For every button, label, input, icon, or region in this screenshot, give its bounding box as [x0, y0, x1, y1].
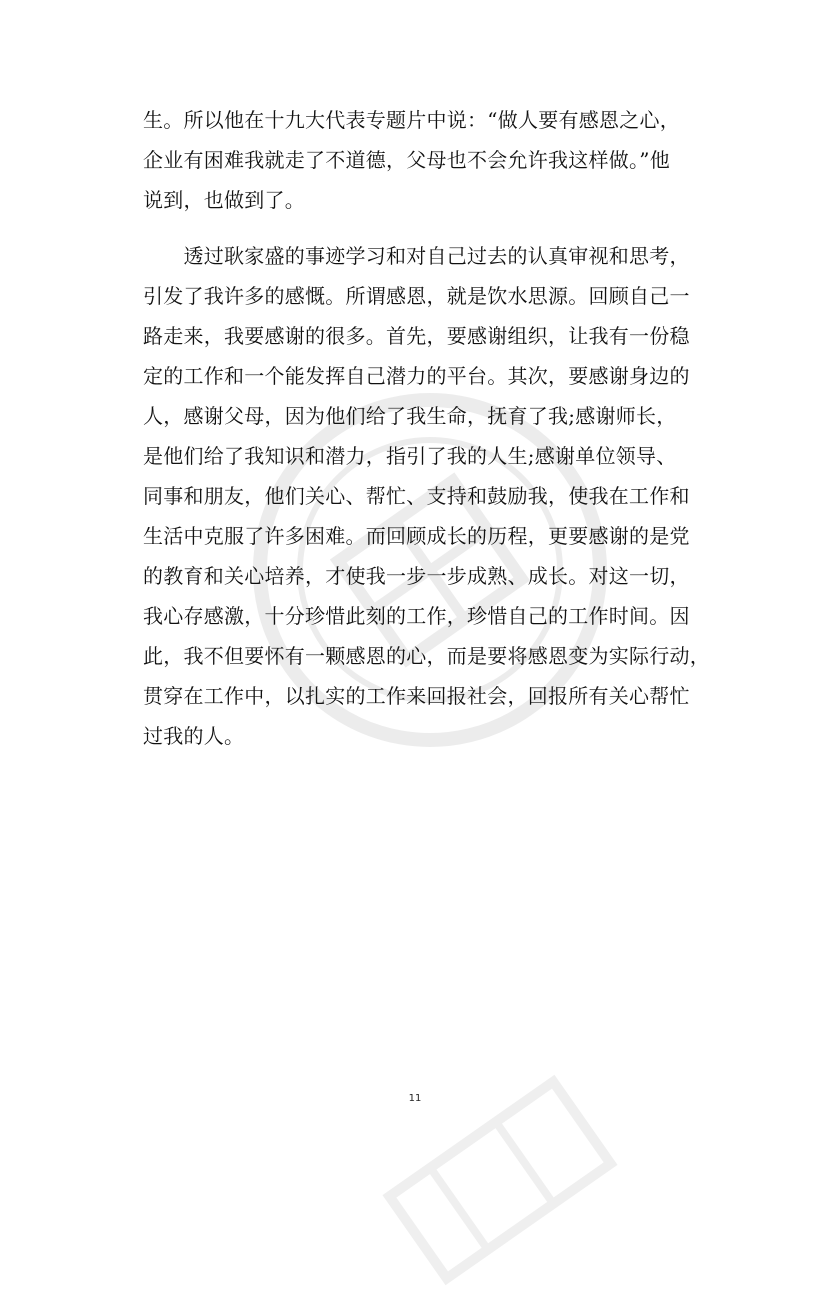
text-line: 我心存感激，十分珍惜此刻的工作，珍惜自己的工作时间。因 [143, 604, 690, 628]
text-line: 路走来，我要感谢的很多。首先，要感谢组织，让我有一份稳 [143, 324, 690, 348]
text-line: 生活中克服了许多困难。而回顾成长的历程，更要感谢的是党 [143, 524, 690, 548]
text-line: 定的工作和一个能发挥自己潜力的平台。其次，要感谢身边的 [143, 364, 690, 388]
text-line: 过我的人。 [143, 724, 245, 748]
text-line: 企业有困难我就走了不道德，父母也不会允许我这样做。”他 [143, 148, 670, 172]
text-line: 透过耿家盛的事迹学习和对自己过去的认真审视和思考， [143, 244, 690, 268]
text-line: 引发了我许多的感慨。所谓感恩，就是饮水思源。回顾自己一 [143, 284, 690, 308]
text-line: 说到，也做到了。 [143, 188, 305, 212]
text-line: 贯穿在工作中，以扎实的工作来回报社会，回报所有关心帮忙 [143, 684, 690, 708]
text-line: 是他们给了我知识和潜力，指引了我的人生;感谢单位领导、 [143, 444, 677, 468]
paragraph-continuation [143, 100, 706, 220]
text-line: 同事和朋友，他们关心、帮忙、支持和鼓励我，使我在工作和 [143, 484, 690, 508]
paragraph-main [143, 236, 710, 756]
text-line: 人，感谢父母，因为他们给了我生命，抚育了我;感谢师长， [143, 404, 677, 428]
text-line: 此，我不但要怀有一颗感恩的心，而是要将感恩变为实际行动， [143, 644, 710, 668]
page-number: 11 [408, 1093, 422, 1104]
text-line: 生。所以他在十九大代表专题片中说：“做人要有感恩之心， [143, 108, 680, 132]
text-line: 的教育和关心培养，才使我一步一步成熟、成长。对这一切， [143, 564, 690, 588]
